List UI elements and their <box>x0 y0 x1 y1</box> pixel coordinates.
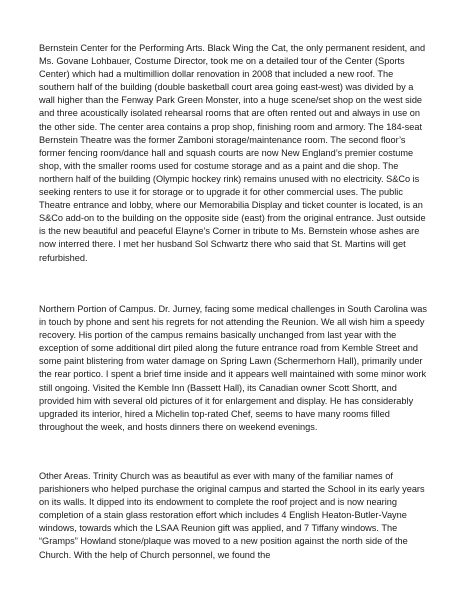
paragraph-other-areas: Other Areas. Trinity Church was as beautiful as ever with many of the familiar names of parishioners who helped purchase the original campus and started the School in its early years on its walls. It dipped into its endowment to complete the roof project and is now nearing completion of a stain glass restoration effort which includes 4 English Heaton-Butler-Vayne windows, towards which the LSAA Reunion gift was applied, and 7 Tiffany windows. The “Gramps” Howland stone/plaque was moved to a new position against the north side of the Church. With the help of Church personnel, we found the <box>39 471 425 560</box>
paragraph-northern-portion: Northern Portion of Campus. Dr. Jurney, facing some medical challenges in South Carolina was in touch by phone and sent his regrets for not attending the Reunion. We all wish him a speedy recovery. His portion of the campus remains basically unchanged from last year with the exception of some additional dirt piled along the future entrance road from Kemble Street and some paint blistering from water damage on Spring Lawn (Schermerhorn Hall), primarily under the rear portico. I spent a brief time inside and it appears well maintained with some minor work still ongoing. Visited the Kemble Inn (Bassett Hall), its Canadian owner Scott Shortt, and provided him with several old pictures of it for enlargement and display. He has considerably upgraded its interior, hired a Michelin top-rated Chef, seems to have many rooms filled throughout the week, and hosts dinners there on weekend evenings. <box>39 304 427 432</box>
paragraph-bernstein-center: Bernstein Center for the Performing Arts. Black Wing the Cat, the only permanent resident, and Ms. Govane Lohbauer, Costume Director, took me on a detailed tour of the Center (Sports Center) which had a multimillion dollar renovation in 2008 that included a new roof. The southern half of the building (double basketball court area going east-west) was divided by a wall higher than the Fenway Park Green Monster, into a huge scene/set shop on the west side and three acoustically isolated rehearsal rooms that are often rented out and always in use on the other side. The center area contains a prop shop, finishing room and armory. The 184-seat Bernstein Theatre was the former Zamboni storage/maintenance room. The second floor’s former fencing room/dance hall and squash courts are now New England’s premier costume shop, with the smaller rooms used for costume storage and as a paint and die shop. The northern half of the building (Olympic hockey rink) remains unused with no electricity. S&Co is seeking renters to use it for storage or to upgrade it for other commercial uses. The public Theatre entrance and lobby, where our Memorabilia Display and ticket counter is located, is an S&Co add-on to the building on the opposite side (east) from the original entrance. Just outside is the new beautiful and peaceful Elayne’s Corner in tribute to Ms. Bernstein whose ashes are now interred there. I met her husband Sol Schwartz there who said that St. Martins will get refurbished. <box>39 43 426 263</box>
